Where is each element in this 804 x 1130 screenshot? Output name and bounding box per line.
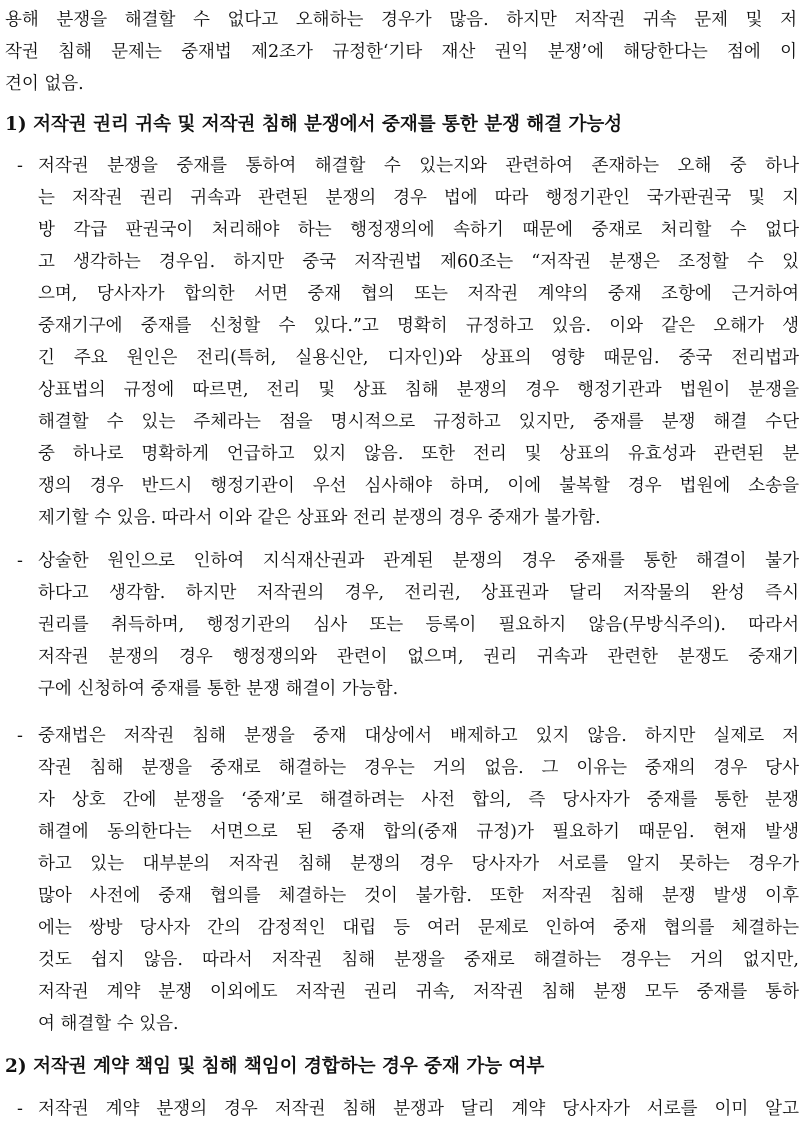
text-line: 것도 쉽지 않음. 따라서 저작권 침해 분쟁을 중재로 해결하는 경우는 거의 없지만,	[38, 950, 799, 970]
text-line: 상술한 원인으로 인하여 지식재산권과 관계된 분쟁의 경우 중재를 통한 해결이 불가	[38, 551, 799, 571]
bullet-dash: -	[17, 156, 23, 176]
text-line: 제기할 수 있음. 따라서 이와 같은 상표와 전리 분쟁의 경우 중재가 불가함.	[38, 508, 601, 528]
text-line: 상표법의 규정에 따르면, 전리 및 상표 침해 분쟁의 경우 행정기관과 법원이 분쟁을	[38, 380, 799, 400]
text-line: 하다고 생각함. 하지만 저작권의 경우, 전리권, 상표권과 달리 저작물의 완성 즉시	[38, 583, 799, 603]
text-line: 방 각급 판권국이 처리해야 하는 행정쟁의에 속하기 때문에 중재로 처리할 수 없다	[38, 220, 799, 240]
text-line: 해결할 수 있는 주체라는 점을 명시적으로 규정하고 있지만, 중재를 분쟁 해결 수단	[38, 412, 799, 432]
text-line: 저작권 계약 분쟁의 경우 저작권 침해 분쟁과 달리 계약 당사자가 서로를 이미 알고	[38, 1099, 799, 1119]
text-line: 작권 침해 문제는 중재법 제2조가 규정한‘기타 재산 권익 분쟁’에 해당한다는 점에 이	[5, 42, 797, 62]
text-line: 저작권 분쟁의 경우 행정쟁의와 관련이 없으며, 권리 귀속과 관련한 분쟁도 중재기	[38, 647, 799, 667]
text-line: 고 생각하는 경우임. 하지만 중국 저작권법 제60조는 “저작권 분쟁은 조정할 수 있	[38, 252, 799, 272]
text-line: 저작권 분쟁을 중재를 통하여 해결할 수 있는지와 관련하여 존재하는 오해 중 하나	[38, 156, 799, 176]
text-line: 견이 없음.	[5, 74, 84, 94]
bullet-item	[17, 150, 799, 534]
section-heading-2: 2) 저작권 계약 책임 및 침해 책임이 경합하는 경우 중재 가능 여부	[5, 1056, 545, 1077]
bullet-item	[17, 1093, 799, 1125]
text-line: 많아 사전에 중재 협의를 체결하는 것이 불가함. 또한 저작권 침해 분쟁 발생 이후	[38, 886, 799, 906]
section-heading-1: 1) 저작권 권리 귀속 및 저작권 침해 분쟁에서 중재를 통한 분쟁 해결 가능성	[5, 114, 623, 135]
text-line: 자 상호 간에 분쟁을 ‘중재’로 해결하려는 사전 합의, 즉 당사자가 중재를 통한 분쟁	[38, 790, 799, 810]
bullet-dash: -	[17, 726, 23, 746]
text-line: 는 저작권 권리 귀속과 관련된 분쟁의 경우 법에 따라 행정기관인 국가판권국 및 지	[38, 188, 799, 208]
bullet-item	[17, 545, 799, 705]
text-line: 에는 쌍방 당사자 간의 감정적인 대립 등 여러 문제로 인하여 중재 협의를 체결하는	[38, 918, 799, 938]
text-line: 으며, 당사자가 합의한 서면 중재 협의 또는 저작권 계약의 중재 조항에 근거하여	[38, 284, 799, 304]
text-line: 중재기구에 중재를 신청할 수 있다.”고 명확히 규정하고 있음. 이와 같은 오해가 생	[38, 316, 799, 336]
text-line: 작권 침해 분쟁을 중재로 해결하는 경우는 거의 없음. 그 이유는 중재의 경우 당사	[38, 758, 799, 778]
text-line: 중재법은 저작권 침해 분쟁을 중재 대상에서 배제하고 있지 않음. 하지만 실제로 저	[38, 726, 799, 746]
bullet-dash: -	[17, 551, 23, 571]
text-line: 긴 주요 원인은 전리(특허, 실용신안, 디자인)와 상표의 영향 때문임. 중국 전리법과	[38, 348, 799, 368]
text-line: 구에 신청하여 중재를 통한 분쟁 해결이 가능함.	[38, 679, 399, 699]
bullet-dash: -	[17, 1099, 23, 1119]
text-line: 권리를 취득하며, 행정기관의 심사 또는 등록이 필요하지 않음(무방식주의). 따라서	[38, 615, 799, 635]
text-line: 저작권 계약 분쟁 이외에도 저작권 권리 귀속, 저작권 침해 분쟁 모두 중재를 통하	[38, 982, 799, 1002]
intro-paragraph	[0, 4, 797, 100]
text-line: 해결에 동의한다는 서면으로 된 중재 합의(중재 규정)가 필요하기 때문임. 현재 발생	[38, 822, 799, 842]
text-line: 중 하나로 명확하게 언급하고 있지 않음. 또한 전리 및 상표의 유효성과 관련된 분	[38, 444, 799, 464]
text-line: 쟁의 경우 반드시 행정기관이 우선 심사해야 하며, 이에 불복할 경우 법원에 소송을	[38, 476, 799, 496]
text-line: 하고 있는 대부분의 저작권 침해 분쟁의 경우 당사자가 서로를 알지 못하는 경우가	[38, 854, 799, 874]
text-line: 여 해결할 수 있음.	[38, 1014, 179, 1034]
bullet-item	[17, 720, 799, 1040]
text-line: 용해 분쟁을 해결할 수 없다고 오해하는 경우가 많음. 하지만 저작권 귀속 문제 및 저	[5, 10, 797, 30]
